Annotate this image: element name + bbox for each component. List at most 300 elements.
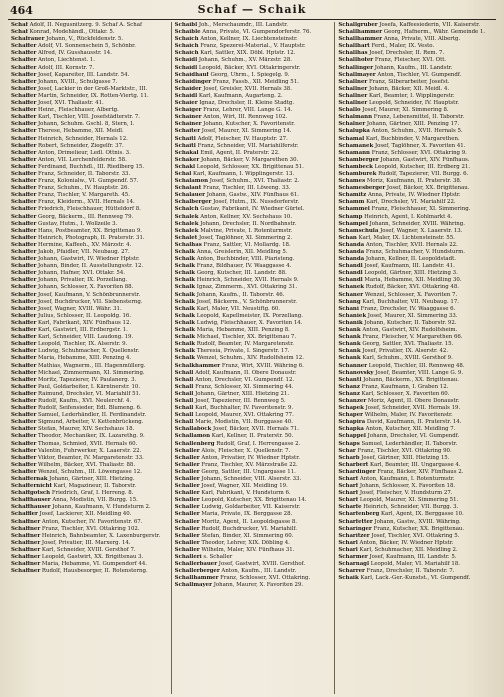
- directory-entry: [338, 419, 495, 426]
- entry-details: Stefan, Maurer, XIV. Sechshaus 18.: [38, 426, 135, 433]
- entry-surname: Schanda: [338, 249, 365, 255]
- entry-details: Leopold, Tischler, IX. Alserstr. 9.: [38, 341, 128, 348]
- entry-details: Karl, Schneider, VIII. Laudong. 19.: [38, 334, 134, 341]
- directory-entry: [175, 22, 332, 29]
- directory-entry: [338, 433, 495, 440]
- directory-entry: [175, 334, 332, 341]
- entry-surname: Schaffer: [11, 241, 37, 248]
- directory-entry: [11, 100, 168, 107]
- directory-entry: [338, 185, 495, 192]
- entry-surname: Schaffer: [11, 447, 37, 454]
- entry-surname: Schaffer: [11, 178, 37, 185]
- directory-entry: [338, 93, 495, 100]
- entry-details: Karl, Schlosser, X. Favoriten 60.: [361, 390, 450, 397]
- entry-details: Franz, Sattler, VI. Mollardg. 18.: [203, 241, 291, 248]
- entry-surname: Schaidinger: [174, 78, 212, 85]
- entry-details: Johann, Gastwirt, XIV. Fünfhaus.: [380, 156, 470, 163]
- directory-entry: [338, 136, 495, 143]
- entry-details: Stefan, Binder, XI. Simmering 60.: [201, 532, 294, 539]
- directory-entry: [175, 299, 332, 306]
- entry-details: Josef, Kaufmann, V. Schönbrunnerstr.: [38, 291, 141, 298]
- entry-details: Emil, Agent, II. Praterstr. 22.: [200, 149, 280, 156]
- directory-entry: [11, 348, 168, 355]
- directory-entry: [11, 511, 168, 518]
- entry-details: David, Kaufmann, II. Praterstr. 14.: [366, 419, 462, 426]
- entry-surname: Schaner: [338, 291, 364, 298]
- entry-details: Josef, Maurer, XI. Simmering 33.: [367, 312, 458, 319]
- directory-entry: [175, 412, 332, 419]
- entry-details: Karl, Buchbinder, V. Margarethen.: [365, 135, 460, 142]
- directory-entry: [175, 554, 332, 561]
- entry-details: Franz, Schneider, VII. Mariahilferstr.: [197, 142, 299, 149]
- entry-surname: Schalk: [174, 305, 196, 312]
- directory-entry: [338, 476, 495, 483]
- directory-entry: [11, 533, 168, 540]
- entry-details: Karl, Maler, IX. Lichtensteinstr. 55.: [358, 234, 455, 241]
- entry-surname: Schaider: [174, 85, 202, 92]
- entry-surname: Schaller: [174, 546, 200, 553]
- entry-details: Friedrich, Graf, I. Herreng. 8.: [51, 490, 134, 497]
- directory-entry: [338, 121, 495, 128]
- entry-surname: Schaffer: [11, 85, 37, 92]
- entry-surname: Schakal: [174, 149, 199, 156]
- directory-entry: [11, 341, 168, 348]
- directory-entry: [175, 65, 332, 72]
- entry-surname: Schallner: [338, 78, 368, 85]
- entry-surname: Schamanek: [338, 142, 374, 149]
- entry-details: Josef, Wagner, X. Laaerstr. 13.: [380, 227, 463, 234]
- directory-entry: [338, 426, 495, 433]
- directory-entry: [338, 57, 495, 64]
- directory-entry: [11, 221, 168, 228]
- entry-details: Theodor, Mechaniker, IX. Lazarethg. 9.: [38, 433, 145, 440]
- entry-surname: Schamal: [338, 135, 365, 142]
- directory-entry: [175, 476, 332, 483]
- entry-details: Josef, XVI. Thaliastr. 41.: [38, 100, 104, 107]
- entry-surname: Schaker: [174, 156, 200, 163]
- entry-surname: Schalk: [174, 341, 196, 348]
- entry-surname: Schaffer: [11, 121, 37, 128]
- directory-entry: [11, 107, 168, 114]
- entry-surname: Schaffer: [11, 369, 37, 376]
- entry-surname: Schallerbauer: [174, 561, 218, 568]
- entry-details: Theodor, Lehrer, XIX. Döbling 4.: [201, 539, 290, 546]
- entry-details: Sigmund, Arbeiter, V. Kettenbrückeng.: [38, 419, 144, 426]
- entry-details: Franz, Tischler, XVI. Ottakring 90.: [357, 447, 452, 454]
- directory-entry: [338, 384, 495, 391]
- entry-details: Anna, Private, VI. Gumpendorferstr. 76.: [202, 29, 312, 36]
- entry-details: Franz, Tischler, XV. Märzstraße 22.: [201, 461, 298, 468]
- entry-details: Josef, Kaufmann, III. Landstr. 41.: [364, 263, 455, 270]
- entry-surname: Schaller: [174, 476, 200, 482]
- directory-entry: [338, 157, 495, 164]
- entry-surname: Schallner: [338, 92, 368, 99]
- directory-entry: [175, 547, 332, 554]
- directory-entry: [11, 299, 168, 306]
- directory-entry: [11, 426, 168, 433]
- entry-details: Johann, Schneider, VIII. Alserstr. 33.: [201, 476, 302, 482]
- entry-surname: Scharfe: [338, 504, 362, 511]
- directory-entry: [175, 398, 332, 405]
- entry-details: Karl, Gastwirt, III. Erdbergstr. 1.: [38, 327, 128, 334]
- directory-entry: [175, 561, 332, 568]
- entry-details: Johann, V., Rückfeldenstr. 5.: [46, 36, 124, 43]
- entry-details: Karl, Beamter, I. Wipplingerstr.: [368, 92, 455, 99]
- entry-details: Karl, Magazineur, II. Taborstr.: [53, 483, 137, 490]
- entry-details: Josef, Tischler, XVI. Ottakring 5.: [371, 532, 460, 539]
- directory-entry: [338, 441, 495, 448]
- entry-surname: Schall: [174, 390, 194, 397]
- entry-details: Karl, Schuhmacher, XII. Meidling 2.: [359, 546, 458, 553]
- directory-entry: [11, 433, 168, 440]
- directory-entry: [175, 178, 332, 185]
- entry-details: Karl, Maler, VII. Neustiftg. 60.: [196, 305, 281, 312]
- entry-details: Wilhelm, Bäcker, XVI. Thaliastr. 88.: [38, 461, 136, 468]
- entry-surname: Schaller: [174, 454, 200, 461]
- entry-surname: Schaffer: [11, 305, 37, 312]
- directory-entry: [175, 533, 332, 540]
- directory-entry: [175, 235, 332, 242]
- directory-entry: [338, 483, 495, 490]
- entry-surname: Schamesberger: [338, 185, 386, 192]
- entry-details: Leopold, Schlosser, XX. Brigittenau 51.: [196, 163, 304, 170]
- entry-surname: Schalk: [174, 348, 196, 355]
- entry-details: Leopold, Gastwirt, XX. Brigittenau 3.: [41, 554, 144, 561]
- entry-surname: Schames: [338, 178, 366, 185]
- entry-details: Wilhelm, Maler, XIV. Fünfhaus 31.: [201, 546, 295, 553]
- entry-details: Leopold, Maler, VI. Mariahilf 18.: [370, 561, 461, 568]
- entry-surname: Schanz: [338, 390, 360, 397]
- directory-entry: [338, 511, 495, 518]
- entry-surname: Schaller: [174, 497, 200, 504]
- entry-details: Franz, Lehrer, VIII. Lange G. 14.: [203, 107, 293, 114]
- entry-surname: Schamschula: [338, 227, 379, 234]
- entry-surname: Schallner: [338, 85, 368, 92]
- directory-entry: [338, 114, 495, 121]
- directory-entry: [175, 270, 332, 277]
- directory-entry: [175, 306, 332, 313]
- directory-entry: [338, 455, 495, 462]
- directory-entry: [11, 540, 168, 547]
- entry-details: Anton, Kaufm., III. Landstr.: [221, 568, 297, 575]
- directory-entry: [175, 483, 332, 490]
- directory-entry: [175, 519, 332, 526]
- directory-entry: [175, 568, 332, 575]
- directory-entry: [338, 284, 495, 291]
- entry-details: Karl, Lack.-Ger.-Kunstst., VI. Gumpendf.: [360, 575, 471, 582]
- entry-surname: Schallhammer: [174, 575, 219, 582]
- entry-surname: Scharl: [338, 546, 358, 553]
- entry-surname: Schalant: [174, 185, 202, 192]
- entry-surname: Schani: [338, 305, 359, 312]
- directory-entry: [338, 100, 495, 107]
- entry-surname: Schaffner: [11, 554, 41, 561]
- entry-details: Johann, Drechsler, II. Nordbahnstr.: [200, 220, 297, 227]
- directory-entry: [175, 377, 332, 384]
- directory-entry: [338, 249, 495, 256]
- directory-entry: [11, 469, 168, 476]
- entry-surname: Scharf: [338, 490, 359, 497]
- entry-details: Anton, Kutscher, XII. Meidling 7.: [365, 426, 456, 433]
- page-number: 464: [10, 4, 33, 17]
- entry-surname: Schallo: [338, 107, 361, 114]
- entry-details: Josef, Wagner, XVIII. Währ. 31.: [38, 305, 122, 312]
- entry-surname: Schaffer: [11, 383, 37, 390]
- directory-entry: [11, 568, 168, 575]
- entry-details: Josef, Bäcker, XX. Brigittenau.: [386, 185, 470, 192]
- entry-surname: Schalk: [174, 291, 196, 298]
- entry-details: Johann, Gärtner, XIII. Hietzing 21.: [195, 390, 290, 397]
- directory-entry: [11, 327, 168, 334]
- entry-surname: Schalner: [338, 121, 366, 128]
- directory-entry: [11, 526, 168, 533]
- entry-surname: Schaffer: [11, 298, 37, 305]
- entry-surname: Schamburek: [338, 170, 377, 177]
- entry-surname: Schalamon: [174, 178, 209, 185]
- entry-details: Johann, Kutscher, X. Favoritenstr.: [203, 121, 295, 128]
- directory-entry: [338, 29, 495, 36]
- entry-details: Johann, Gastwirt, IV. Wiedner Hptstr.: [38, 256, 140, 263]
- entry-details: Johann, Gärtner, XIII. Hietzing.: [49, 476, 135, 482]
- entry-details: Johann, Drechsler, VI. Gumpendf.: [367, 433, 460, 440]
- directory-entry: [11, 455, 168, 462]
- entry-details: Josef, Drechsler, II. Rem. 7.: [369, 50, 445, 57]
- entry-details: Karl, Fabrikant, XIV. Fünfhaus 12.: [38, 319, 132, 326]
- entry-surname: Schalhas: [174, 241, 202, 248]
- entry-surname: Schalkhammer: [174, 362, 221, 369]
- entry-surname: Scharl: [338, 539, 358, 546]
- directory-entry: [175, 341, 332, 348]
- entry-details: Josef, Lackier in der Groß-Marktstr., III.: [38, 85, 148, 92]
- entry-details: Adolf, Kaufmann, II. Obere Donaustr.: [195, 369, 297, 376]
- entry-surname: Schaich: [174, 50, 199, 57]
- entry-surname: Schallhammer: [338, 29, 383, 36]
- entry-surname: Schaffer: [11, 227, 37, 234]
- entry-surname: Schaik: [338, 575, 359, 582]
- entry-surname: Schallerberger: [174, 568, 220, 575]
- entry-surname: Schall: [174, 369, 194, 376]
- directory-entry: [175, 497, 332, 504]
- entry-details: Franz, Schuhm., IV. Hauptstr. 26.: [38, 185, 130, 192]
- entry-details: Josef, Kaufmann, III. Landstr. 5.: [369, 554, 457, 561]
- directory-entry: [11, 150, 168, 157]
- entry-surname: Schakl: [174, 163, 196, 170]
- directory-entry: [338, 469, 495, 476]
- entry-details: Ludwig, Schuhmacher, X. Quellenstr.: [38, 348, 140, 355]
- directory-entry: [338, 547, 495, 554]
- directory-entry: [11, 504, 168, 511]
- entry-details: Johann, Privatier, IX. Porzellang.: [38, 277, 128, 284]
- entry-surname: Schamann: [338, 149, 370, 156]
- entry-details: Ludwig, Fleischhauer, X. Favoriten 14.: [196, 319, 303, 326]
- directory-entry: [338, 292, 495, 299]
- directory-entry: [11, 242, 168, 249]
- directory-entry: [11, 306, 168, 313]
- entry-surname: Schaffer: [11, 412, 37, 419]
- entry-surname: Schank: [338, 355, 361, 362]
- directory-entry: [175, 143, 332, 150]
- entry-surname: Schallenberg: [174, 440, 215, 447]
- entry-surname: Scharf: [338, 476, 359, 482]
- entry-surname: Schaffer: [11, 199, 37, 206]
- entry-details: Josef, Beamter, VIII. Lange G. 9.: [375, 369, 464, 376]
- entry-details: Adolf, III. Kornstr. 7.: [38, 64, 95, 71]
- entry-details: Josef, Kapareiter, III. Landstr. 54.: [38, 71, 130, 78]
- entry-details: Johann, Schuhm. Gschl. 8, Stern, I.: [38, 121, 135, 128]
- entry-surname: Schaffer: [11, 57, 37, 64]
- entry-details: Rudolf, Buchdrucker, VI. Mariahilf.: [201, 525, 297, 532]
- entry-surname: Schalk: [174, 319, 196, 326]
- entry-details: Therese, Hebamme, XII. Meidl.: [38, 128, 124, 135]
- directory-entry: [338, 36, 495, 43]
- entry-details: Friedrich, Fleischhauer, Hütteldorf 8.: [38, 206, 141, 213]
- entry-details: Josef, Fleischer, V. Hundsturm 27.: [359, 490, 453, 497]
- entry-surname: Schambeck: [338, 163, 373, 170]
- entry-details: Josef, Buchdrucker, VII. Siebensterng.: [38, 298, 143, 305]
- entry-details: Anna, Modistin, VII. Burgg. 15.: [52, 497, 138, 504]
- entry-surname: Schaper: [338, 412, 363, 419]
- entry-details: Anton, Wirt, III. Rennweg 102.: [203, 114, 288, 121]
- directory-entry: [338, 497, 495, 504]
- directory-entry: [338, 178, 495, 185]
- entry-surname: Schank: [338, 341, 361, 348]
- directory-entry: [11, 214, 168, 221]
- directory-entry: [175, 128, 332, 135]
- directory-entry: [175, 100, 332, 107]
- entry-details: Georg, Sattler, XVI. Thaliastr. 15.: [362, 341, 454, 348]
- entry-surname: Schapka: [338, 426, 364, 433]
- directory-entry: [175, 157, 332, 164]
- directory-entry: [338, 355, 495, 362]
- directory-entry: [175, 121, 332, 128]
- entry-surname: Schaller: [174, 490, 200, 497]
- directory-entry: [11, 79, 168, 86]
- entry-surname: Schaffer: [11, 71, 37, 78]
- entry-details: Josef, Gastwirt, XVIII. Gersthof.: [218, 561, 306, 568]
- entry-details: Samuel, Lederhändler, II. Ferdinandstr.: [38, 412, 147, 419]
- entry-surname: Schalk: [174, 270, 196, 277]
- entry-details: Franz, Silberarbeiter, Josefst.: [368, 78, 450, 85]
- entry-surname: Schamitz: [338, 192, 367, 199]
- entry-surname: Schalk: [174, 284, 196, 291]
- page-header: [0, 0, 504, 22]
- directory-entry: [175, 214, 332, 221]
- entry-details: Anna, Private, IV. Wiedner Hptstr.: [367, 192, 461, 199]
- entry-details: Michael, Zimmermann, XI. Simmering.: [38, 369, 145, 376]
- entry-surname: Schalk: [174, 256, 196, 263]
- entry-details: Joh., Merschaumdr., III. Landstr.: [198, 22, 288, 28]
- entry-surname: Schaffer: [11, 92, 37, 99]
- entry-details: Heinrich, Agent, I. Kohlmarkt 4.: [364, 213, 453, 220]
- directory-entry: [338, 72, 495, 79]
- directory-entry: [338, 320, 495, 327]
- entry-details: Johann, Maurer, X. Favoriten 29.: [213, 582, 304, 589]
- entry-surname: Schaffler: [11, 511, 38, 518]
- entry-details: Anton, Tischler, VI. Gumpendf.: [377, 71, 462, 78]
- entry-surname: Schamm: [338, 199, 365, 206]
- entry-surname: Schaffer: [11, 390, 37, 397]
- entry-surname: Schaible: [174, 29, 201, 36]
- directory-entry: [175, 263, 332, 270]
- entry-surname: Schalk: [174, 334, 196, 341]
- entry-surname: Scharinger: [338, 525, 372, 532]
- directory-entry: [11, 277, 168, 284]
- directory-entry: [11, 136, 168, 143]
- entry-surname: Schamp: [338, 213, 363, 220]
- entry-details: Adolf, II. Negusnitzerg. 9. Schaf A. Schaf: [29, 22, 142, 28]
- directory-entry: [11, 355, 168, 362]
- entry-details: Franz, Fassb., XII. Meidling 51.: [212, 78, 299, 85]
- entry-surname: Schaffer: [11, 256, 37, 263]
- directory-entry: [338, 540, 495, 547]
- entry-details: Josef, Wagner, XII. Meidling 19.: [201, 483, 288, 490]
- directory-entry: [175, 50, 332, 57]
- entry-surname: Schaffer: [11, 78, 37, 85]
- entry-surname: Schaller: [174, 468, 200, 475]
- directory-entry: [338, 22, 495, 29]
- directory-entry: [11, 36, 168, 43]
- directory-entry: [338, 206, 495, 213]
- entry-surname: Schaffer: [11, 291, 37, 298]
- entry-details: Anton, Liechtenst. 1.: [38, 57, 96, 64]
- entry-surname: Schaffer: [11, 100, 37, 107]
- entry-details: Georg, Hafnerm., Währ. Gemeinde 1.: [383, 29, 486, 36]
- entry-details: Johann, Bäckerm., XX. Brigittenau.: [363, 376, 459, 383]
- directory-entry: [11, 114, 168, 121]
- entry-details: Julius, Schlosser, II. Leopoldg. 16.: [38, 312, 132, 319]
- entry-details: Franz, Fleischhauer, XI. Simmering.: [371, 206, 471, 213]
- entry-details: Raimund, Drechsler, VI. Mariahilf 51.: [38, 390, 141, 397]
- directory-entry: [175, 242, 332, 249]
- entry-surname: Scharitzer: [338, 532, 370, 539]
- entry-details: Anton, Buchbinder, VIII. Piaristeng.: [196, 256, 295, 263]
- directory-entry: [338, 263, 495, 270]
- entry-details: Anton, Drechsler, VI. Gumpendf. 12.: [195, 376, 295, 383]
- entry-details: Anton, Kutscher, IV. Favoritenstr. 67.: [41, 518, 143, 525]
- entry-surname: Schaidl: [174, 64, 198, 71]
- entry-details: Karl, Sattler, XIX. Döbl. Hptstr. 12.: [200, 50, 296, 57]
- directory-entry: [338, 65, 495, 72]
- directory-entry: [11, 441, 168, 448]
- entry-surname: Schaffner: [11, 532, 41, 539]
- entry-surname: Schar: [338, 447, 356, 454]
- entry-surname: Schall: [174, 376, 194, 383]
- entry-details: Maria, Hebamme, XIII. Penzing 4.: [38, 355, 132, 362]
- directory-entry: [175, 405, 332, 412]
- entry-surname: Schapek: [338, 405, 364, 412]
- entry-details: Heinrich, Photograph, II. Praterstr. 31.: [38, 234, 145, 241]
- entry-surname: Scharmer: [338, 554, 368, 561]
- entry-surname: Schafrauer: [11, 36, 45, 43]
- directory-entry: [11, 490, 168, 497]
- directory-entry: [338, 526, 495, 533]
- entry-surname: Schaniek: [338, 312, 367, 319]
- directory-entry: [175, 284, 332, 291]
- entry-surname: Schaffer: [11, 284, 37, 291]
- entry-surname: Schaidl: [174, 92, 198, 99]
- entry-details: Thomas, Schmied, XVII. Hernals 60.: [38, 440, 138, 447]
- entry-surname: Schandl: [338, 277, 363, 284]
- directory-entry: [338, 533, 495, 540]
- entry-details: Robert, Schneider, Ziegelfr. 37.: [38, 142, 124, 149]
- entry-details: Rudolf, Tapezierer, VII. Burgg. 6.: [378, 170, 469, 177]
- directory-entry: [11, 320, 168, 327]
- entry-details: Johann, Schlosser, X. Favoriten 18.: [359, 483, 456, 490]
- directory-entry: [338, 504, 495, 511]
- entry-surname: Schaller: [174, 511, 200, 518]
- directory-entry: [338, 270, 495, 277]
- entry-surname: Schaller: [174, 483, 200, 490]
